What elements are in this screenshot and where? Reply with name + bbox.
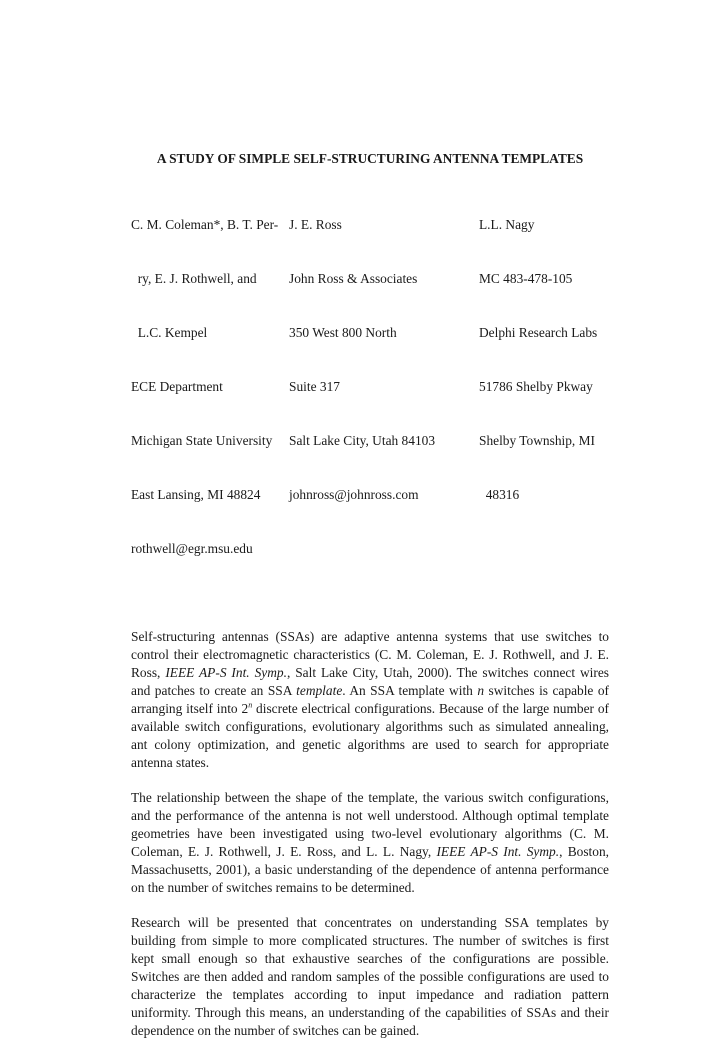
author-line: ry, E. J. Rothwell, and [131, 271, 257, 286]
journal-name: IEEE AP-S Int. Symp. [165, 665, 287, 680]
paragraph-2 [131, 789, 609, 897]
address-line: 51786 Shelby Pkway [479, 379, 593, 394]
affiliation-line: Delphi Research Labs [479, 325, 598, 340]
author-block [131, 180, 609, 594]
text-run: Self-structuring antennas (SSAs) are adaptive antenna systems that use switches to control their electromagnetic characteristics (C. M. Coleman, E. J. Rothwell, and J. E. Ross, [131, 629, 609, 680]
text-run: The relationship between the shape of the template, the various switch configurations, and the performance of the antenna is not well understood. Although optimal template geometries have been investigated using two-level evolutionary algorithms (C. M. Coleman, E. J. Rothwell, J. E. Ross, and L. L. Nagy, [131, 790, 609, 859]
text-run: . An SSA template with [342, 683, 478, 698]
text-run: switches is capable of arranging itself into 2 [131, 683, 609, 716]
superscript-variable: n [248, 700, 253, 710]
address-line: Salt Lake City, Utah 84103 [289, 433, 436, 448]
paragraph-1 [131, 628, 609, 772]
text-run: , Salt Lake City, Utah, 2000). The switches connect wires and patches to create an SSA [131, 665, 609, 698]
abstract-body [131, 628, 609, 1040]
paper-title: A STUDY OF SIMPLE SELF-STRUCTURING ANTENNA TEMPLATES [156, 151, 584, 166]
affiliation-line: Michigan State University [131, 433, 273, 448]
journal-name: IEEE AP-S Int. Symp. [436, 844, 560, 859]
paragraph-3: Research will be presented that concentrates on understanding SSA templates by building from simple to more complicated structures. The number of switches is first kept small enough so that exhaustive searches of the configurations are possible. Switches are then added and random samples of the possible configurations are used to characterize the templates according to input impedance and radiation pattern uniformity. Through this means, an understanding of the capabilities of SSAs and their dependence on the number of switches can be gained. [131, 915, 609, 1038]
address-line: Shelby Township, MI [479, 433, 595, 448]
page [131, 150, 609, 1053]
address-line: East Lansing, MI 48824 [131, 487, 261, 502]
author-column-ross [289, 180, 479, 594]
italic-variable: n [477, 683, 485, 698]
email-line: johnross@johnross.com [289, 487, 419, 502]
affiliation-line: John Ross & Associates [289, 271, 418, 286]
affiliation-line: ECE Department [131, 379, 223, 394]
italic-term: template [296, 683, 343, 698]
address-line: Suite 317 [289, 379, 340, 394]
author-column-msu [131, 180, 289, 594]
text-run: discrete electrical configurations. Because of the large number of available switch configurations, evolutionary algorithms such as simulated annealing, ant colony optimization, and genetic algorithms are used to search for appropriate antenna states. [131, 701, 609, 770]
address-line: 350 West 800 North [289, 325, 397, 340]
affiliation-line: MC 483-478-105 [479, 271, 573, 286]
email-line: rothwell@egr.msu.edu [131, 541, 253, 556]
author-line: C. M. Coleman*, B. T. Per- [131, 217, 279, 232]
text-run: , Boston, Massachusetts, 2001), a basic understanding of the dependence of antenna performance on the number of switches remains to be determined. [131, 844, 609, 895]
author-column-nagy [479, 180, 609, 594]
author-line: L.L. Nagy [479, 217, 535, 232]
author-line: J. E. Ross [289, 217, 342, 232]
author-line: L.C. Kempel [131, 325, 208, 340]
address-line: 48316 [479, 487, 520, 502]
